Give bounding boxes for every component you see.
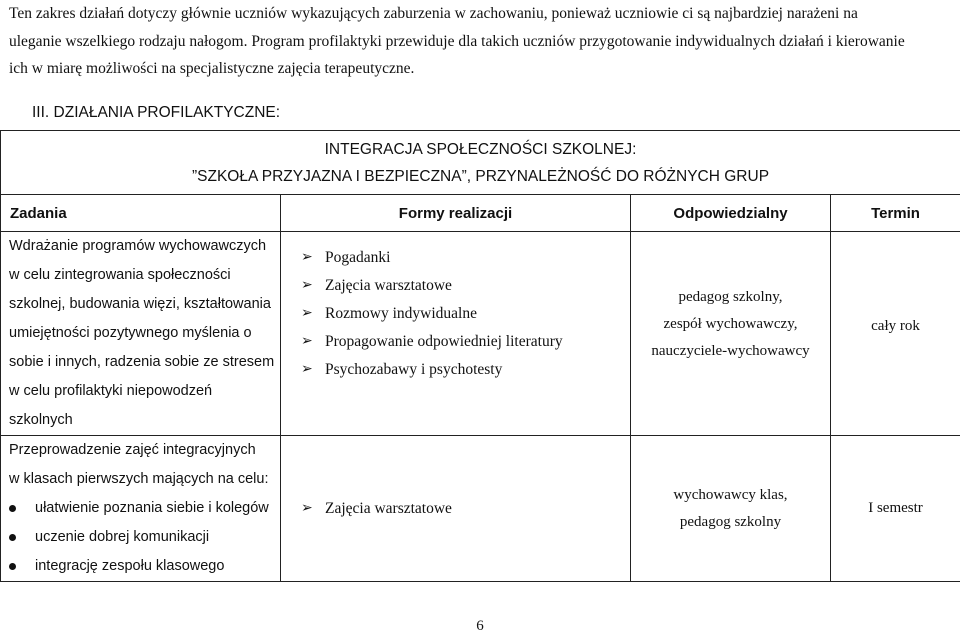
section-title: III. DZIAŁANIA PROFILAKTYCZNE: (32, 104, 280, 122)
arrowhead-bullet-icon: ➢ (301, 356, 313, 384)
task-line: Przeprowadzenie zajęć integracyjnych (9, 436, 280, 465)
task-line: szkolnej, budowania więzi, kształtowania (9, 290, 280, 319)
forms-cell (281, 232, 631, 436)
form-item: ➢ Rozmowy indywidualne (301, 300, 630, 328)
page-number: 6 (0, 618, 960, 635)
table-heading-line2: ”SZKOŁA PRZYJAZNA I BEZPIECZNA”, PRZYNALEŻNOŚĆ DO RÓŻNYCH GRUP (1, 163, 960, 190)
intro-line: uleganie wszelkiego rodzaju nałogom. Program profilaktyki przewiduje dla takich uczniów przygotowanie indywidualnych działań i kierowanie (9, 28, 953, 56)
form-item: ➢ Zajęcia warsztatowe (301, 272, 630, 300)
table-heading-line1: INTEGRACJA SPOŁECZNOŚCI SZKOLNEJ: (1, 136, 960, 163)
form-item: ➢ Zajęcia warsztatowe (301, 495, 630, 523)
task-cell (1, 436, 281, 582)
round-bullet-icon (9, 534, 16, 541)
task-bullet: ułatwienie poznania siebie i kolegów (9, 494, 280, 523)
intro-line: ich w miarę możliwości na specjalistyczne zajęcia terapeutyczne. (9, 55, 953, 83)
task-line: w celu profilaktyki niepowodzeń (9, 377, 280, 406)
column-header-forms: Formy realizacji (281, 195, 631, 232)
responsible-cell: pedagog szkolny, zespół wychowawczy, nauczyciele-wychowawcy (631, 232, 831, 436)
table-row (1, 436, 960, 582)
task-cell (1, 232, 281, 436)
form-item: ➢ Pogadanki (301, 244, 630, 272)
task-line: w klasach pierwszych mających na celu: (9, 465, 280, 494)
table-heading (1, 131, 960, 195)
task-line: szkolnych (9, 406, 280, 435)
term-cell: I semestr (831, 436, 960, 582)
arrowhead-bullet-icon: ➢ (301, 328, 313, 356)
round-bullet-icon (9, 563, 16, 570)
task-line: w celu zintegrowania społeczności (9, 261, 280, 290)
task-bullet: integrację zespołu klasowego (9, 552, 280, 581)
term-cell: cały rok (831, 232, 960, 436)
forms-cell (281, 436, 631, 582)
round-bullet-icon (9, 505, 16, 512)
intro-paragraph (9, 0, 953, 83)
task-line: sobie i innych, radzenia sobie ze stresem (9, 348, 280, 377)
arrowhead-bullet-icon: ➢ (301, 495, 313, 523)
activities-table (0, 130, 960, 582)
task-line: Wdrażanie programów wychowawczych (9, 232, 280, 261)
form-item: ➢ Psychozabawy i psychotesty (301, 356, 630, 384)
column-header-row (1, 195, 960, 232)
responsible-cell: wychowawcy klas, pedagog szkolny (631, 436, 831, 582)
intro-line: Ten zakres działań dotyczy głównie uczniów wykazujących zaburzenia w zachowaniu, ponieważ uczniowie ci są najbardziej narażeni na (9, 0, 953, 28)
table-row (1, 232, 960, 436)
arrowhead-bullet-icon: ➢ (301, 244, 313, 272)
task-line: umiejętności pozytywnego myślenia o (9, 319, 280, 348)
arrowhead-bullet-icon: ➢ (301, 300, 313, 328)
arrowhead-bullet-icon: ➢ (301, 272, 313, 300)
form-item: ➢ Propagowanie odpowiedniej literatury (301, 328, 630, 356)
column-header-tasks: Zadania (1, 195, 281, 232)
task-bullet: uczenie dobrej komunikacji (9, 523, 280, 552)
column-header-term: Termin (831, 195, 960, 232)
column-header-responsible: Odpowiedzialny (631, 195, 831, 232)
